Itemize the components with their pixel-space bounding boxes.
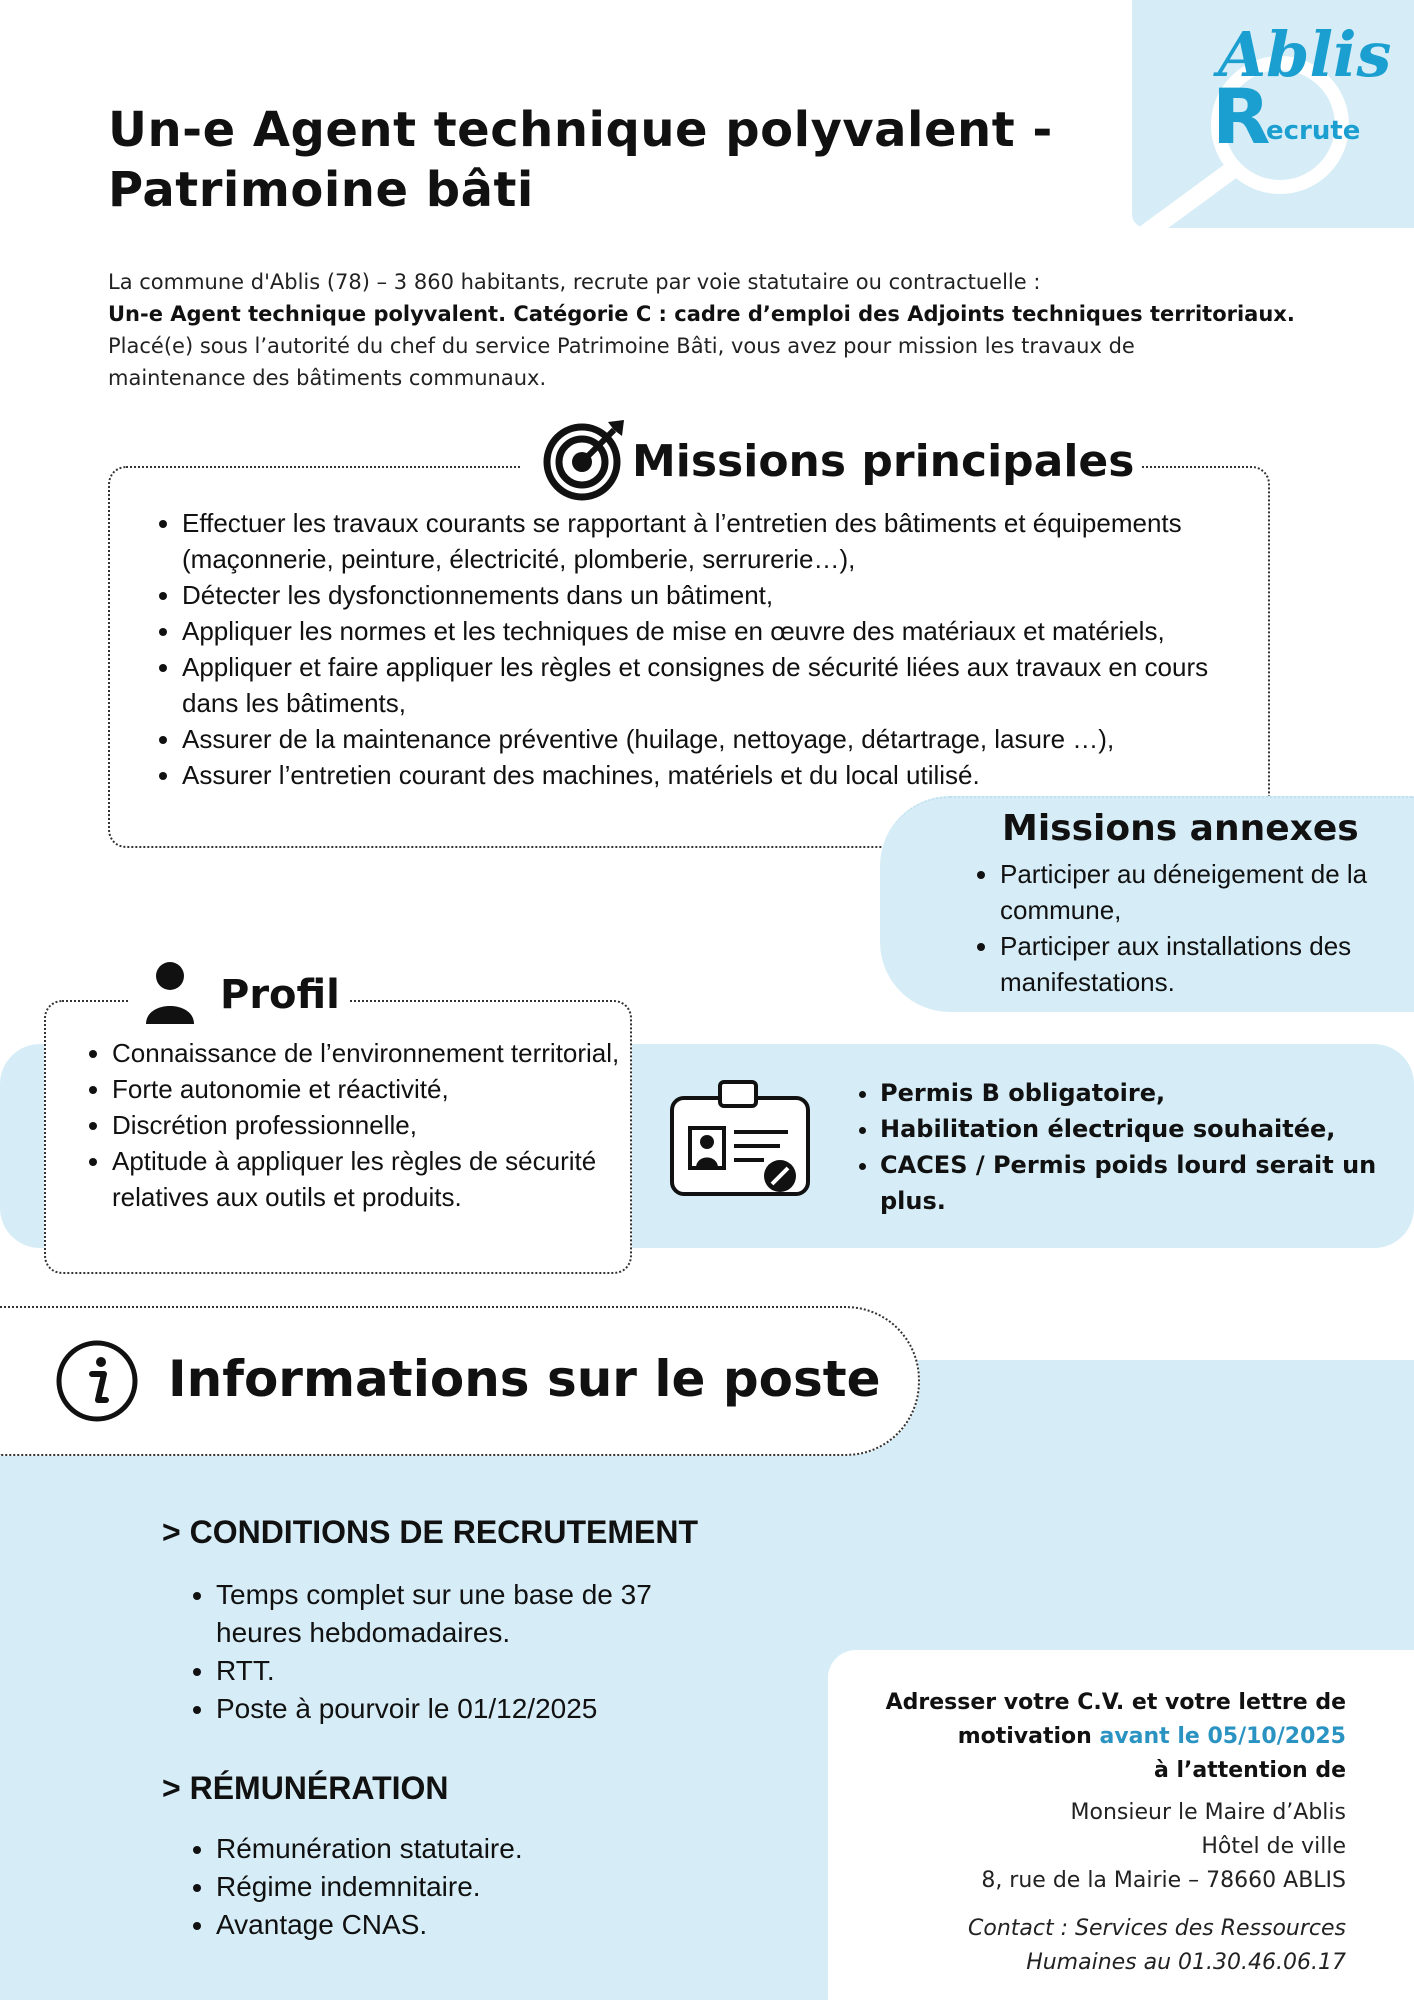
remuneration-list xyxy=(184,1830,736,1944)
page-title: Un-e Agent technique polyvalent - Patrimoine bâti xyxy=(108,102,1053,218)
list-item: • Poste à pourvoir le 01/12/2025 xyxy=(216,1690,736,1728)
logo-initial: R xyxy=(1212,72,1271,161)
missions-heading: Missions principales xyxy=(632,436,1135,487)
list-item: • Forte autonomie et réactivité, xyxy=(112,1071,652,1107)
deadline: avant le 05/10/2025 xyxy=(1099,1724,1346,1749)
remuneration-heading: > RÉMUNÉRATION xyxy=(162,1770,449,1806)
profil-list xyxy=(80,1035,652,1215)
list-item: • Avantage CNAS. xyxy=(216,1906,736,1944)
list-item: • Assurer l’entretien courant des machines, matériels et du local utilisé. xyxy=(182,757,1232,793)
list-item: • Appliquer et faire appliquer les règles et consignes de sécurité liées aux travaux en cours dans les bâtiments, xyxy=(182,649,1232,721)
address-line-1: Monsieur le Maire d’Ablis xyxy=(1070,1800,1346,1825)
logo-name: Ablis xyxy=(1218,18,1392,91)
annexes-heading: Missions annexes xyxy=(1002,808,1359,849)
list-item: • CACES / Permis poids lourd serait un plus. xyxy=(880,1147,1400,1219)
address-line-2: Hôtel de ville xyxy=(1201,1834,1346,1859)
list-item: • Connaissance de l’environnement territorial, xyxy=(112,1035,652,1071)
contact-line-5: Humaines au 01.30.46.06.17 xyxy=(1026,1950,1346,1975)
list-item: • Discrétion professionnelle, xyxy=(112,1107,652,1143)
logo-suffix: ecrute xyxy=(1266,116,1361,146)
list-item: • Rémunération statutaire. xyxy=(216,1830,736,1868)
id-badge-icon xyxy=(668,1076,818,1206)
list-item: • Permis B obligatoire, xyxy=(880,1075,1400,1111)
info-icon xyxy=(54,1338,140,1424)
contact-line-3: à l’attention de xyxy=(1153,1758,1346,1783)
missions-list xyxy=(150,505,1232,793)
list-item: • Temps complet sur une base de 37 heures hebdomadaires. xyxy=(216,1576,736,1652)
conditions-heading: > CONDITIONS DE RECRUTEMENT xyxy=(162,1514,699,1550)
list-item: • RTT. xyxy=(216,1652,736,1690)
contact-address xyxy=(786,1796,1346,1898)
list-item: • Assurer de la maintenance préventive (huilage, nettoyage, détartrage, lasure …), xyxy=(182,721,1232,757)
list-item: • Participer au déneigement de la commune, xyxy=(1000,856,1414,928)
contact-instructions xyxy=(786,1686,1346,1788)
list-item: • Participer aux installations des manifestations. xyxy=(1000,928,1414,1000)
intro-line-1: La commune d'Ablis (78) – 3 860 habitants, recrute par voie statutaire ou contractuelle : xyxy=(108,270,1041,294)
list-item: • Appliquer les normes et les techniques de mise en œuvre des matériaux et matériels, xyxy=(182,613,1232,649)
intro-text xyxy=(108,266,1338,394)
list-item: • Effectuer les travaux courants se rapportant à l’entretien des bâtiments et équipements (maçonnerie, peinture, électricité, plomberie, serrurerie…), xyxy=(182,505,1232,577)
conditions-list xyxy=(184,1576,736,1728)
requirements-list xyxy=(848,1075,1400,1219)
contact-line-1: Adresser votre C.V. et votre lettre de xyxy=(885,1690,1346,1715)
list-item: • Détecter les dysfonctionnements dans un bâtiment, xyxy=(182,577,1232,613)
profil-heading: Profil xyxy=(220,972,340,1018)
intro-line-2: Un-e Agent technique polyvalent. Catégorie C : cadre d’emploi des Adjoints techniques territoriaux. xyxy=(108,302,1295,326)
contact-line-4: Contact : Services des Ressources xyxy=(968,1916,1346,1941)
contact-phone xyxy=(786,1912,1346,1980)
contact-line-2: motivation avant le 05/10/2025 xyxy=(957,1724,1346,1749)
annexes-list xyxy=(968,856,1414,1000)
info-heading: Informations sur le poste xyxy=(168,1350,881,1408)
target-icon xyxy=(540,414,630,504)
address-line-3: 8, rue de la Mairie – 78660 ABLIS xyxy=(981,1868,1346,1893)
person-icon xyxy=(140,960,200,1024)
list-item: • Habilitation électrique souhaitée, xyxy=(880,1111,1400,1147)
list-item: • Aptitude à appliquer les règles de sécurité relatives aux outils et produits. xyxy=(112,1143,652,1215)
list-item: • Régime indemnitaire. xyxy=(216,1868,736,1906)
intro-line-3: Placé(e) sous l’autorité du chef du service Patrimoine Bâti, vous avez pour mission les travaux de maintenance des bâtiments communaux. xyxy=(108,334,1135,390)
